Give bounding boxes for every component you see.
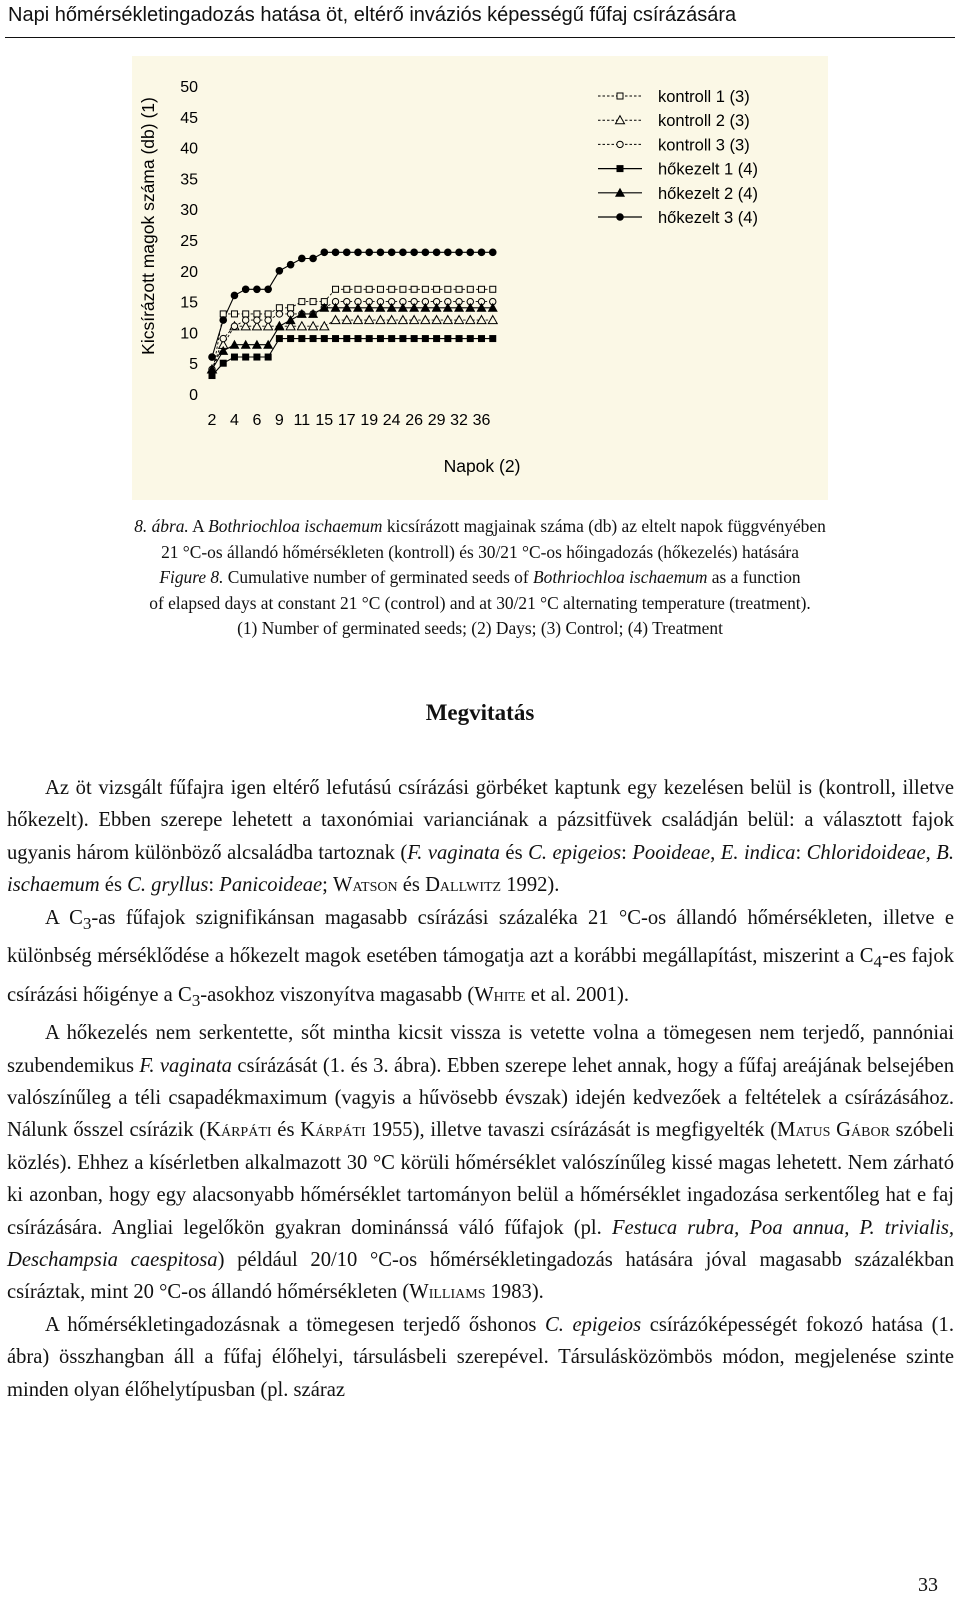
legend-marker bbox=[617, 165, 624, 172]
data-point bbox=[455, 249, 463, 257]
caption-en-line2: of elapsed days at constant 21 °C (control) and at 30/21 °C alternating temperature (treatment). bbox=[149, 592, 811, 613]
caption-hu-line2: 21 °C-os állandó hőmérsékleten (kontroll) és 30/21 °C-os hőingadozás (hőkezelés) hatására bbox=[161, 541, 799, 562]
y-tick-label: 35 bbox=[180, 171, 198, 189]
y-tick-label: 50 bbox=[180, 79, 198, 96]
data-point bbox=[354, 335, 361, 342]
data-point bbox=[220, 335, 226, 341]
data-point bbox=[489, 335, 496, 342]
data-point bbox=[332, 335, 339, 342]
data-point bbox=[310, 335, 317, 342]
data-point bbox=[411, 286, 417, 292]
x-tick-label: 15 bbox=[315, 412, 334, 429]
data-point bbox=[331, 316, 340, 324]
data-point bbox=[433, 335, 440, 342]
caption-hu-line1: 8. ábra. A Bothriochloa ischaemum kicsírázott magjainak száma (db) az eltelt napok függvényében bbox=[134, 516, 826, 536]
data-point bbox=[400, 286, 406, 292]
data-point bbox=[231, 292, 239, 300]
data-point bbox=[365, 249, 373, 257]
data-point bbox=[387, 316, 396, 324]
data-point bbox=[422, 286, 428, 292]
data-point bbox=[478, 335, 485, 342]
data-point bbox=[422, 335, 429, 342]
section-title: Megvitatás bbox=[425, 700, 535, 725]
caption-en-label: Figure 8. bbox=[159, 567, 224, 587]
data-point bbox=[309, 255, 317, 263]
data-point bbox=[366, 335, 373, 342]
x-tick-label: 6 bbox=[252, 412, 262, 429]
data-point bbox=[365, 316, 374, 324]
data-point bbox=[388, 335, 395, 342]
data-point bbox=[443, 316, 452, 324]
data-point bbox=[242, 354, 249, 361]
data-point bbox=[366, 286, 372, 292]
data-point bbox=[243, 311, 249, 317]
y-tick-label: 20 bbox=[180, 263, 198, 281]
paragraph-4: A hőmérsékletingadozásnak a tömegesen terjedő őshonos C. epigeios csírázóképességét fokozó hatása (1. ábra) összhangban áll a fűfaj élőhelyi, társulásbeli szerepével. Társulásközömbös módon, megjelenése szinte minden olyan élőhelytípusban (pl. száraz bbox=[7, 1313, 954, 1401]
legend-marker bbox=[616, 213, 624, 221]
y-tick-label: 0 bbox=[189, 387, 198, 404]
caption-hu-species: Bothriochloa ischaemum bbox=[208, 516, 383, 536]
data-point bbox=[434, 286, 440, 292]
x-tick-label: 4 bbox=[230, 412, 239, 429]
legend-label: hőkezelt 1 (4) bbox=[658, 160, 758, 179]
data-point bbox=[489, 249, 497, 257]
data-point bbox=[274, 321, 284, 330]
data-point bbox=[265, 317, 271, 323]
data-point bbox=[265, 311, 271, 317]
data-point bbox=[298, 335, 305, 342]
data-point bbox=[410, 249, 418, 257]
data-point bbox=[276, 311, 282, 317]
x-tick-label: 29 bbox=[427, 412, 446, 429]
y-tick-label: 25 bbox=[180, 233, 198, 250]
data-point bbox=[231, 311, 237, 317]
data-point bbox=[242, 285, 250, 293]
figure-8-chart bbox=[132, 56, 828, 500]
data-point bbox=[456, 335, 463, 342]
citation-author: Watson bbox=[333, 874, 398, 897]
legend-label: hőkezelt 3 (4) bbox=[658, 209, 758, 227]
y-axis-label: Kicsírázott magok száma (db) (1) bbox=[138, 97, 158, 355]
data-point bbox=[477, 316, 486, 324]
data-point bbox=[376, 316, 385, 324]
y-tick-label: 45 bbox=[180, 109, 198, 127]
data-point bbox=[398, 316, 407, 324]
data-point bbox=[399, 249, 407, 257]
data-point bbox=[479, 286, 485, 292]
data-point bbox=[220, 360, 227, 367]
citation-author: White bbox=[474, 983, 526, 1006]
data-point bbox=[286, 315, 296, 324]
data-point bbox=[354, 249, 362, 257]
data-point bbox=[410, 316, 419, 324]
y-tick-label: 10 bbox=[180, 325, 198, 343]
data-point bbox=[455, 316, 464, 324]
x-tick-label: 9 bbox=[274, 412, 284, 429]
data-point bbox=[342, 316, 351, 324]
data-point bbox=[242, 317, 248, 323]
y-tick-label: 30 bbox=[180, 202, 198, 220]
data-point bbox=[220, 311, 226, 317]
data-point bbox=[467, 335, 474, 342]
data-point bbox=[231, 354, 238, 361]
legend-marker bbox=[617, 141, 623, 147]
data-point bbox=[467, 286, 473, 292]
caption-en-line3: (1) Number of germinated seeds; (2) Days; (3) Control; (4) Treatment bbox=[237, 618, 723, 638]
data-point bbox=[298, 255, 306, 263]
data-point bbox=[321, 249, 329, 257]
legend-label: hőkezelt 2 (4) bbox=[658, 184, 758, 203]
data-point bbox=[299, 299, 305, 305]
data-point bbox=[478, 249, 486, 257]
data-point bbox=[344, 286, 350, 292]
data-point bbox=[208, 353, 216, 361]
data-point bbox=[422, 249, 430, 257]
header-rule bbox=[5, 37, 955, 38]
data-point bbox=[276, 305, 282, 311]
data-point bbox=[253, 285, 261, 293]
data-point bbox=[343, 335, 350, 342]
y-tick-label: 5 bbox=[189, 356, 198, 374]
data-point bbox=[287, 261, 295, 269]
body-text bbox=[7, 772, 954, 1406]
x-tick-label: 2 bbox=[207, 412, 217, 429]
data-point bbox=[254, 317, 260, 323]
x-tick-label: 26 bbox=[405, 412, 424, 429]
data-point bbox=[444, 249, 452, 257]
paragraph-3: A hőkezelés nem serkentette, sőt mintha kicsit vissza is vetette volna a tömegesen nem terjedő, pannóniai szubendemikus F. vaginata csírázását (1. és 3. ábra). Ebben szerepe lehet annak, hogy a fűfaj areájának belsejében valószínűleg a téli csapadékmaximum (vagyis a hűvösebb évszak) idején kedvezőek a feltételek a csírázásához. Nálunk ősszel csírázik (Kárpáti és Kárpáti 1955), illetve tavaszi csírázását is megfigyelték (Matus Gábor szóbeli közlés). Ehhez a kísérletben alkalmazott 30 °C körüli hőmérséklet valószínűleg kissé magas lehetett. Nem zárható ki azonban, hogy egy alacsonyabb hőmérséklet tartományon belül a hőmérséklet ingadozása serkentőleg hat e faj csírázására. Angliai legelőkön gyakran dominánssá váló fűfajok (pl. Festuca rubra, Poa annua, P. trivialis, Deschampsia caespitosa) például 20/10 °C-os hőmérsékletingadozás hatására jóval magasabb százalékban csíráztak, mint 20 °C-os állandó hőmérsékleten (Williams 1983). bbox=[7, 1022, 954, 1304]
data-point bbox=[310, 299, 316, 305]
data-point bbox=[456, 286, 462, 292]
citation-author: Matus Gábor bbox=[777, 1119, 890, 1142]
data-point bbox=[288, 305, 294, 311]
citation-author: Kárpáti bbox=[206, 1119, 272, 1142]
x-tick-label: 17 bbox=[337, 412, 356, 429]
caption-en-line1: Figure 8. Cumulative number of germinated seeds of Bothriochloa ischaemum as a function bbox=[159, 567, 801, 587]
caption-hu-label: 8. ábra. bbox=[134, 516, 189, 536]
data-point bbox=[276, 267, 284, 275]
data-point bbox=[490, 286, 496, 292]
y-tick-label: 15 bbox=[180, 294, 198, 312]
data-point bbox=[355, 286, 361, 292]
legend-label: kontroll 2 (3) bbox=[658, 112, 750, 131]
data-point bbox=[231, 323, 237, 329]
citation-author: Dallwitz bbox=[425, 874, 502, 897]
chart-svg bbox=[132, 56, 828, 500]
data-point bbox=[377, 335, 384, 342]
data-point bbox=[421, 316, 430, 324]
data-point bbox=[445, 286, 451, 292]
data-point bbox=[399, 335, 406, 342]
data-point bbox=[265, 354, 272, 361]
data-point bbox=[343, 249, 351, 257]
x-tick-label: 32 bbox=[450, 412, 468, 429]
citation-author: Williams bbox=[409, 1281, 486, 1304]
data-point bbox=[276, 335, 283, 342]
citation-author: Kárpáti bbox=[300, 1119, 366, 1142]
figure-caption bbox=[30, 514, 930, 642]
legend-marker bbox=[617, 93, 623, 99]
y-tick-label: 40 bbox=[180, 140, 198, 158]
data-point bbox=[466, 249, 474, 257]
x-tick-label: 19 bbox=[360, 412, 379, 429]
legend-label: kontroll 3 (3) bbox=[658, 136, 750, 155]
data-point bbox=[466, 316, 475, 324]
caption-en-species: Bothriochloa ischaemum bbox=[533, 567, 708, 587]
data-point bbox=[333, 286, 339, 292]
data-point bbox=[377, 286, 383, 292]
data-point bbox=[353, 316, 362, 324]
page-number: 33 bbox=[918, 1574, 938, 1596]
data-point bbox=[388, 249, 396, 257]
x-tick-label: 24 bbox=[382, 412, 401, 429]
paragraph-2: A $C_3-as$ fűfajok szignifikánsan magasabb csírázási százaléka 21 °C-os állandó hőmérsékleten, illetve e különbség mérséklődése a hőkezelt magok esetében támogatja azt a korábbi megállapítást, miszerint a $C_4-es$ fajok csírázási hőigénye a $C_3$-asokhoz viszonyítva magasabb (White et al. 2001). bbox=[7, 906, 954, 1010]
data-point bbox=[254, 311, 260, 317]
running-head: Napi hőmérsékletingadozás hatása öt, eltérő inváziós képességű fűfaj csírázására bbox=[8, 4, 737, 26]
data-point bbox=[287, 335, 294, 342]
data-point bbox=[444, 335, 451, 342]
data-point bbox=[411, 335, 418, 342]
paragraph-1: Az öt vizsgált fűfajra igen eltérő lefutású csírázási görbéket kaptunk egy kezelésen belül is (kontroll, illetve hőkezelt). Ebben szerepe lehetett a taxonómiai varianciának a pázsitfüvek családján belül: a választott fajok ugyanis három különböző alcsaládba tartoznak (F. vaginata és C. epigeios: Pooideae, E. indica: Chloridoideae, B. ischaemum és C. gryllus: Panicoideae; Watson és Dallwitz 1992). bbox=[7, 777, 955, 897]
x-axis-label: Napok (2) bbox=[443, 456, 521, 476]
data-point bbox=[321, 335, 328, 342]
data-point bbox=[264, 285, 272, 293]
data-point bbox=[432, 316, 441, 324]
data-point bbox=[377, 249, 385, 257]
x-tick-label: 11 bbox=[293, 412, 311, 429]
data-point bbox=[433, 249, 441, 257]
data-point bbox=[219, 316, 227, 324]
data-point bbox=[253, 354, 260, 361]
data-point bbox=[389, 286, 395, 292]
legend-label: kontroll 1 (3) bbox=[658, 88, 750, 106]
data-point bbox=[488, 316, 497, 324]
data-point bbox=[332, 249, 340, 257]
x-tick-label: 36 bbox=[472, 412, 491, 429]
